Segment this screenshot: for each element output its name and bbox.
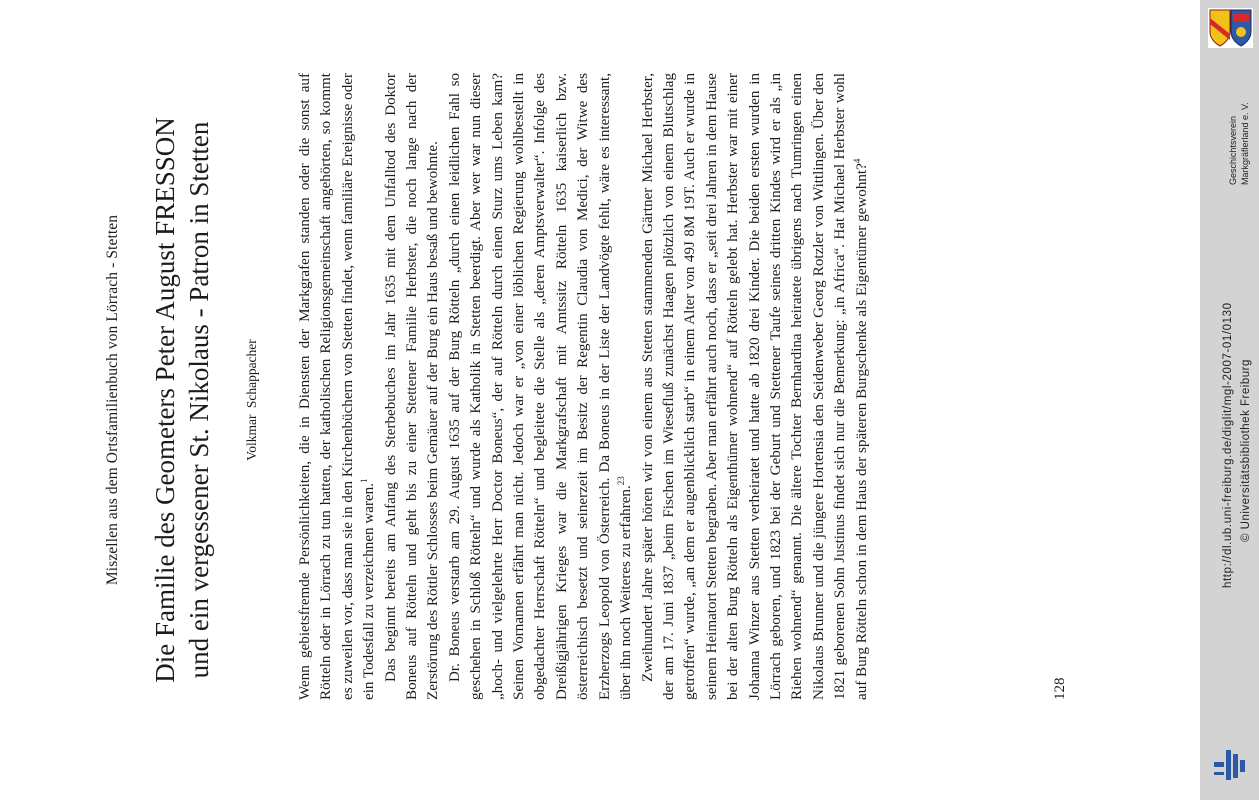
paragraph-4: Zweihundert Jahre später hören wir von einem aus Stetten stammenden Gärtner Michael Herbster, der am 17. Juni 1837 „beim Fischen im Wiesefluß zunächst Haagen plötzlich von einem Blutschlag getroffen“ wurde, „an dem er augenblicklich starb“ in einem Alter von 49J 8M 19T. Auch er wurde in seinem Heimatort Stetten begraben. Aber man erfährt auch noch, dass er „seit drei Jahren in dem Hause bei der alten Burg Rötteln als Eigenthümer wohnend“ auf Rötteln gelebt hat. Herbster war mit einer Johanna Winzer aus Stetten verheiratet und hatte ab 1820 drei Kinder. Die beiden ersten wurden in Lörrach geboren, und 1823 bei der Geburt und Stettener Taufe seines dritten Kindes wird er als „in Riehen wohnend“ genannt. Die ältere Tochter Bernhardina heiratete übrigens nach Tumringen einen Nikolaus Brunner und die jüngere Hortensia den Seidenweber Georg Rotzler von Wittlingen. Über den 1821 geborenen Sohn Justinus findet sich nur die Bemerkung: „in Africa“. Hat Michael Herbster wohl auf Burg Rötteln schon in dem Haus der späteren Burgschenke als Eigentümer gewohnt?$^4$	[639, 73, 870, 700]
title-line-1: Die Familie des Geometers Peter August FRESSON	[150, 117, 180, 683]
footnote-mark: 3	[616, 476, 627, 481]
society-name-line-2: Markgräflerland e. V.	[1240, 102, 1250, 185]
paragraph-2: Das beginnt bereits am Anfang des Sterbebuches im Jahr 1635 mit dem Unfalltod des Doktor Boneus auf Rötteln und geht bis zu einer Stettener Familie Herbster, die noch lange nach der Zerstörung des Röttler Schlosses beim Gemäuer auf der Burg ein Haus besaß und bewohnte.	[382, 73, 442, 700]
page-number: 128	[1052, 677, 1068, 700]
paragraph-3: Dr. Boneus verstarb am 29. August 1635 auf der Burg Rötteln „durch einen leidlichen Fahl so geschehen in Schloß Rötteln“ und wurde als Katholik in Stetten beerdigt. Aber wer war nun dieser „hoch- und vielgelehrte Herr Doctor Boneus“, der auf Rötteln durch einen Sturz ums Leben kam? Seinen Vornamen erfährt man nicht. Jedoch war er „von einer löblichen Regierung wohlbestellt in obgedachter Herrschaft Rötteln“ und begleitete die Stelle als „deren Amptsverwalter“. Infolge des Dreißigjährigen Krieges war die Markgrafschaft mit Amtssitz Rötteln 1635 kaiserlich bzw. österreichisch besetzt und seinerzeit im Besitz der Regentin Claudia von Medici, der Witwe des Erzherzogs Leopold von Österreich. Da Boneus in der Liste der Landvögte fehlt, wäre es interessant, über ihn noch Weiteres zu erfahren.$^{23}$	[446, 73, 635, 700]
footnote-mark: 2	[616, 480, 627, 486]
article-author: Volkmar Schappacher	[244, 339, 259, 461]
article-title	[148, 40, 216, 760]
running-header: Miszellen aus dem Ortsfamilienbuch von Lörrach - Stetten	[104, 214, 121, 586]
copyright-notice: © Universitätsbibliothek Freiburg	[1240, 359, 1252, 542]
society-name-line-1: Geschichtsverein	[1228, 115, 1238, 185]
university-library-logo-icon[interactable]	[1210, 748, 1252, 784]
paragraph-1: Wenn gebietsfremde Persönlichkeiten, die in Diensten der Markgrafen standen oder die sonst auf Rötteln oder in Lörrach zu tun hatten, der katholischen Religionsgemeinschaft angehörten, so kommt es zuweilen vor, dass man sie in den Kirchenbüchern von Stetten findet, wenn familiäre Ereignisse oder ein Todesfall zu verzeichnen waren.$^1$	[297, 73, 378, 700]
title-line-2: und ein vergessener St. Nikolaus - Patron in Stetten	[184, 121, 214, 679]
footnote-mark: 1	[359, 478, 370, 483]
footnote-mark: 4	[851, 158, 862, 164]
article-body	[295, 73, 873, 700]
society-crest-icon[interactable]	[1208, 8, 1253, 48]
permalink-url[interactable]: http://dl.ub.uni-freiburg.de/diglit/mgl-2007-01/0130	[1222, 302, 1234, 588]
